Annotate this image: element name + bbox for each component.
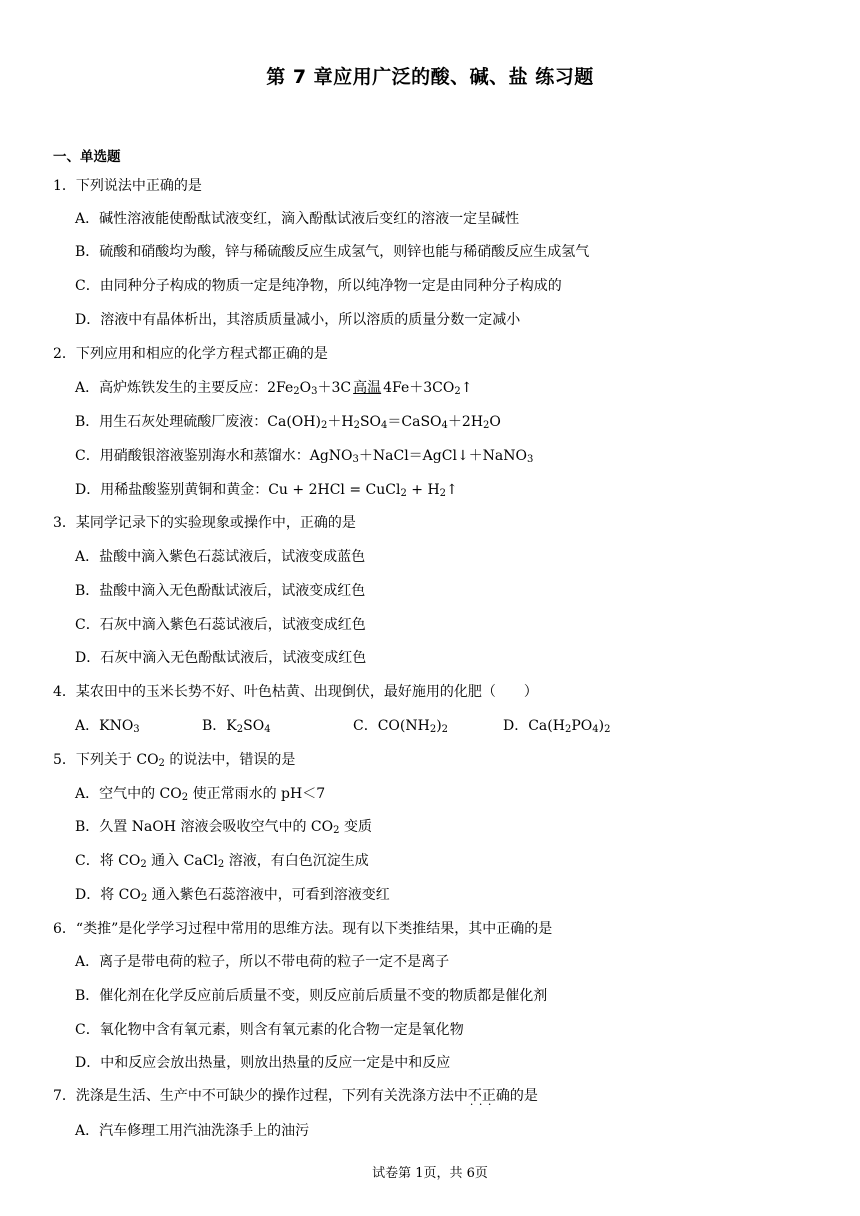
question-3-stem: 3．某同学记录下的实验现象或操作中，正确的是 <box>53 515 356 531</box>
question-2-stem: 2．下列应用和相应的化学方程式都正确的是 <box>53 346 328 362</box>
question-6-option-c: C．氧化物中含有氧元素，则含有氧元素的化合物一定是氧化物 <box>75 1022 464 1038</box>
section-heading: 一、单选题 <box>53 149 121 165</box>
page-title: 第 7 章应用广泛的酸、碱、盐 练习题 <box>266 66 594 88</box>
question-4-option-b: B．$K_2SO_4$ <box>202 718 271 735</box>
question-7-stem: 7．洗涤是生活、生产中不可缺少的操作过程，下列有关洗涤方法中不正确 · · ·的是 <box>53 1085 538 1105</box>
question-1-stem: 1．下列说法中正确的是 <box>53 178 202 194</box>
question-3-option-b: B．盐酸中滴入无色酚酞试液后，试液变成红色 <box>75 583 366 599</box>
question-2-option-c: C．用硝酸银溶液鉴别海水和蒸馏水：AgNO$_3$＋NaCl＝AgCl↓＋NaNO$_3$ <box>75 448 534 465</box>
question-4-option-d: D．$Ca(H_2PO_4)_2$ <box>503 718 611 735</box>
question-5-option-a: A．空气中的 $CO_2$ 使正常雨水的 pH＜7 <box>75 786 326 803</box>
question-6-stem: 6．“类推”是化学学习过程中常用的思维方法。现有以下类推结果，其中正确的是 <box>53 921 553 937</box>
question-6-option-a: A．离子是带电荷的粒子，所以不带电荷的粒子一定不是离子 <box>75 954 450 970</box>
question-2-option-d: D．用稀盐酸鉴别黄铜和黄金：Cu + 2HCl = CuCl$_2$ + $H_2↑$ <box>75 482 458 499</box>
question-7-option-a: A．汽车修理工用汽油洗涤手上的油污 <box>75 1123 310 1139</box>
question-4-option-a: A．$KNO_3$ <box>75 718 140 735</box>
question-6-option-d: D．中和反应会放出热量，则放出热量的反应一定是中和反应 <box>75 1055 451 1071</box>
question-1-option-b: B．硫酸和硝酸均为酸，锌与稀硫酸反应生成氢气，则锌也能与稀硝酸反应生成氢气 <box>75 244 590 260</box>
reaction-condition: 高温 <box>353 380 382 396</box>
question-5-option-c: C．将 $CO_2$ 通入 CaCl$_2$ 溶液，有白色沉淀生成 <box>75 853 369 870</box>
question-6-option-b: B．催化剂在化学反应前后质量不变，则反应前后质量不变的物质都是催化剂 <box>75 988 548 1004</box>
page-footer: 试卷第 1页，共 6页 <box>372 1166 488 1181</box>
question-1-option-d: D．溶液中有晶体析出，其溶质质量减小，所以溶质的质量分数一定减小 <box>75 312 521 328</box>
question-3-option-c: C．石灰中滴入紫色石蕊试液后，试液变成红色 <box>75 617 366 633</box>
question-4-stem: 4．某农田中的玉米长势不好、叶色枯黄、出现倒伏，最好施用的化肥（ ） <box>53 684 538 700</box>
question-5-option-b: B．久置 NaOH 溶液会吸收空气中的 $CO_2$ 变质 <box>75 819 372 836</box>
question-2-option-a: A．高炉炼铁发生的主要反应：$2Fe_2O_3+3C$ 高温 $4Fe+3CO_2↑$ <box>75 377 472 397</box>
question-4-option-c: C．$CO(NH_2)_2$ <box>353 718 449 735</box>
question-1-option-c: C．由同种分子构成的物质一定是纯净物，所以纯净物一定是由同种分子构成的 <box>75 278 562 294</box>
question-5-stem: 5．下列关于 $CO_2$ 的说法中，错误的是 <box>53 752 296 769</box>
question-3-option-d: D．石灰中滴入无色酚酞试液后，试液变成红色 <box>75 650 367 666</box>
emphasis-text: 不正确 · · · <box>468 1085 510 1105</box>
question-1-option-a: A．碱性溶液能使酚酞试液变红，滴入酚酞试液后变红的溶液一定呈碱性 <box>75 211 520 227</box>
question-2-option-b: B．用生石灰处理硫酸厂废液：$Ca(OH)_2+H_2SO_4=CaSO_4+2H_2O$ <box>75 414 501 431</box>
question-5-option-d: D．将 $CO_2$ 通入紫色石蕊溶液中，可看到溶液变红 <box>75 887 390 904</box>
question-3-option-a: A．盐酸中滴入紫色石蕊试液后，试液变成蓝色 <box>75 549 366 565</box>
